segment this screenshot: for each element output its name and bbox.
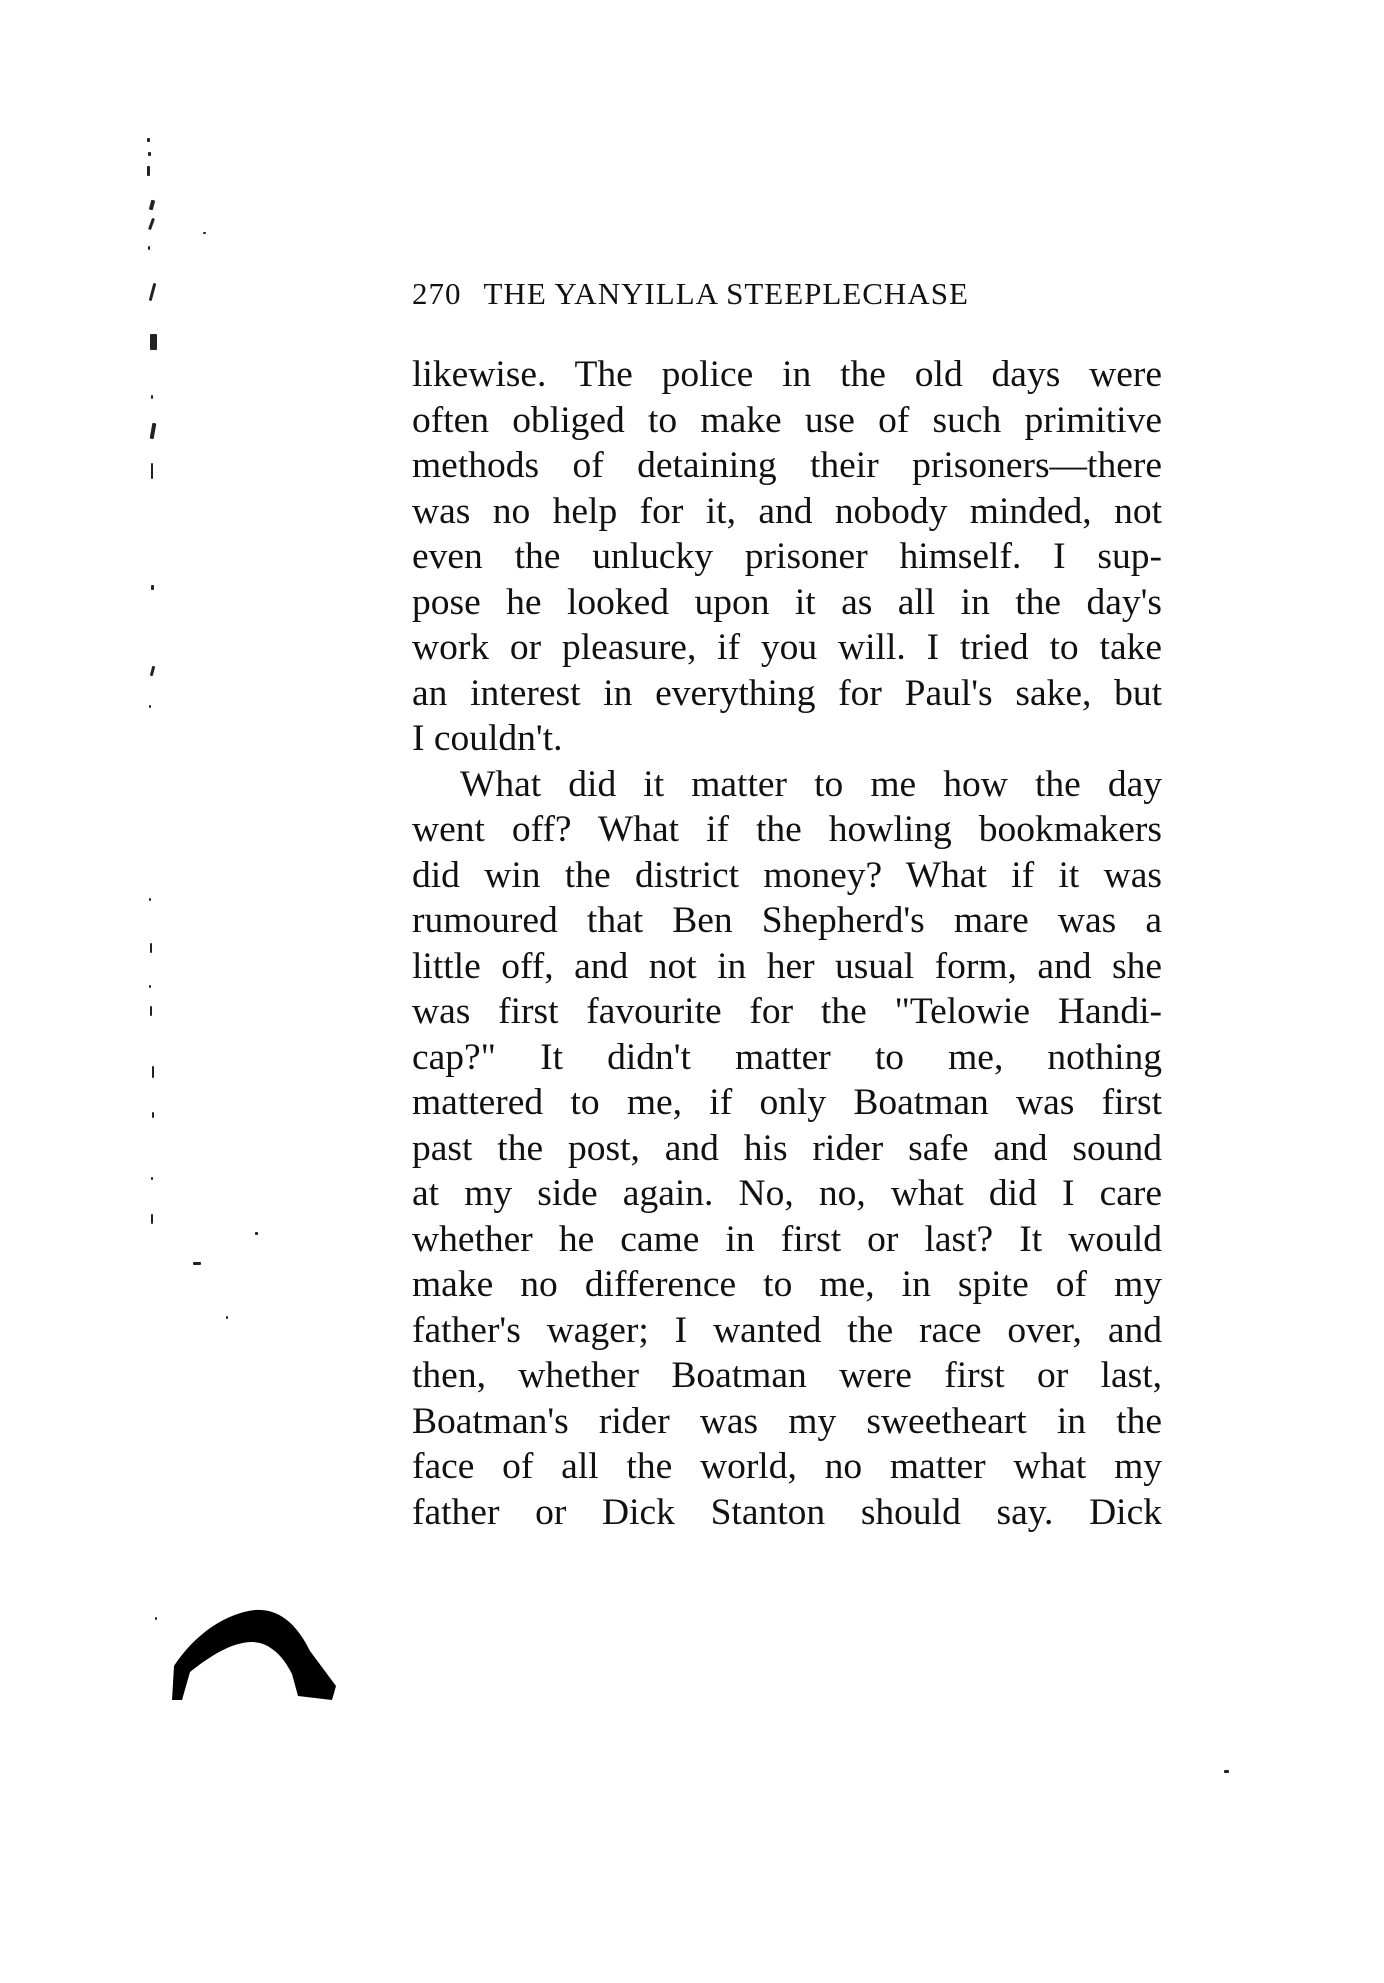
text-line: mattered to me, if only Boatman was first bbox=[412, 1082, 1162, 1123]
text-line: father or Dick Stanton should say. Dick bbox=[412, 1491, 1162, 1533]
text-line: past the post, and his rider safe and sound bbox=[412, 1127, 1162, 1169]
body-text bbox=[412, 352, 1162, 1535]
text-line: often obliged to make use of such primitive bbox=[412, 399, 1162, 441]
text-line: likewise. The police in the old days were bbox=[412, 354, 1162, 395]
text-line: Boatman's rider was my sweetheart in the bbox=[412, 1400, 1162, 1442]
text-line: then, whether Boatman were first or last, bbox=[412, 1355, 1162, 1396]
paragraph bbox=[412, 762, 1162, 1536]
text-line: make no difference to me, in spite of my bbox=[412, 1264, 1162, 1305]
text-line: whether he came in first or last? It would bbox=[412, 1218, 1162, 1260]
text-line: face of all the world, no matter what my bbox=[412, 1446, 1162, 1487]
text-line: went off? What if the howling bookmakers bbox=[412, 809, 1162, 850]
text-line: pose he looked upon it as all in the day's bbox=[412, 581, 1162, 623]
ink-blot bbox=[170, 1596, 340, 1706]
text-line: work or pleasure, if you will. I tried to take bbox=[412, 627, 1162, 668]
text-line: an interest in everything for Paul's sake, but bbox=[412, 672, 1162, 714]
text-line: father's wager; I wanted the race over, and bbox=[412, 1309, 1162, 1351]
paragraph bbox=[412, 352, 1162, 762]
text-line: cap?" It didn't matter to me, nothing bbox=[412, 1036, 1162, 1078]
text-line: I couldn't. bbox=[412, 718, 563, 759]
text-line: What did it matter to me how the day bbox=[460, 763, 1162, 805]
text-line: did win the district money? What if it was bbox=[412, 854, 1162, 896]
text-line: was no help for it, and nobody minded, not bbox=[412, 490, 1162, 532]
running-head bbox=[412, 276, 1172, 312]
text-line: little off, and not in her usual form, and she bbox=[412, 945, 1162, 987]
text-line: was first favourite for the "Telowie Handi- bbox=[412, 991, 1162, 1032]
running-title: THE YANYILLA STEEPLECHASE bbox=[483, 276, 969, 311]
text-line: methods of detaining their prisoners—there bbox=[412, 445, 1162, 486]
page-number: 270 bbox=[412, 276, 462, 311]
text-line: even the unlucky prisoner himself. I sup- bbox=[412, 536, 1162, 577]
text-line: rumoured that Ben Shepherd's mare was a bbox=[412, 900, 1162, 941]
text-line: at my side again. No, no, what did I care bbox=[412, 1173, 1162, 1214]
